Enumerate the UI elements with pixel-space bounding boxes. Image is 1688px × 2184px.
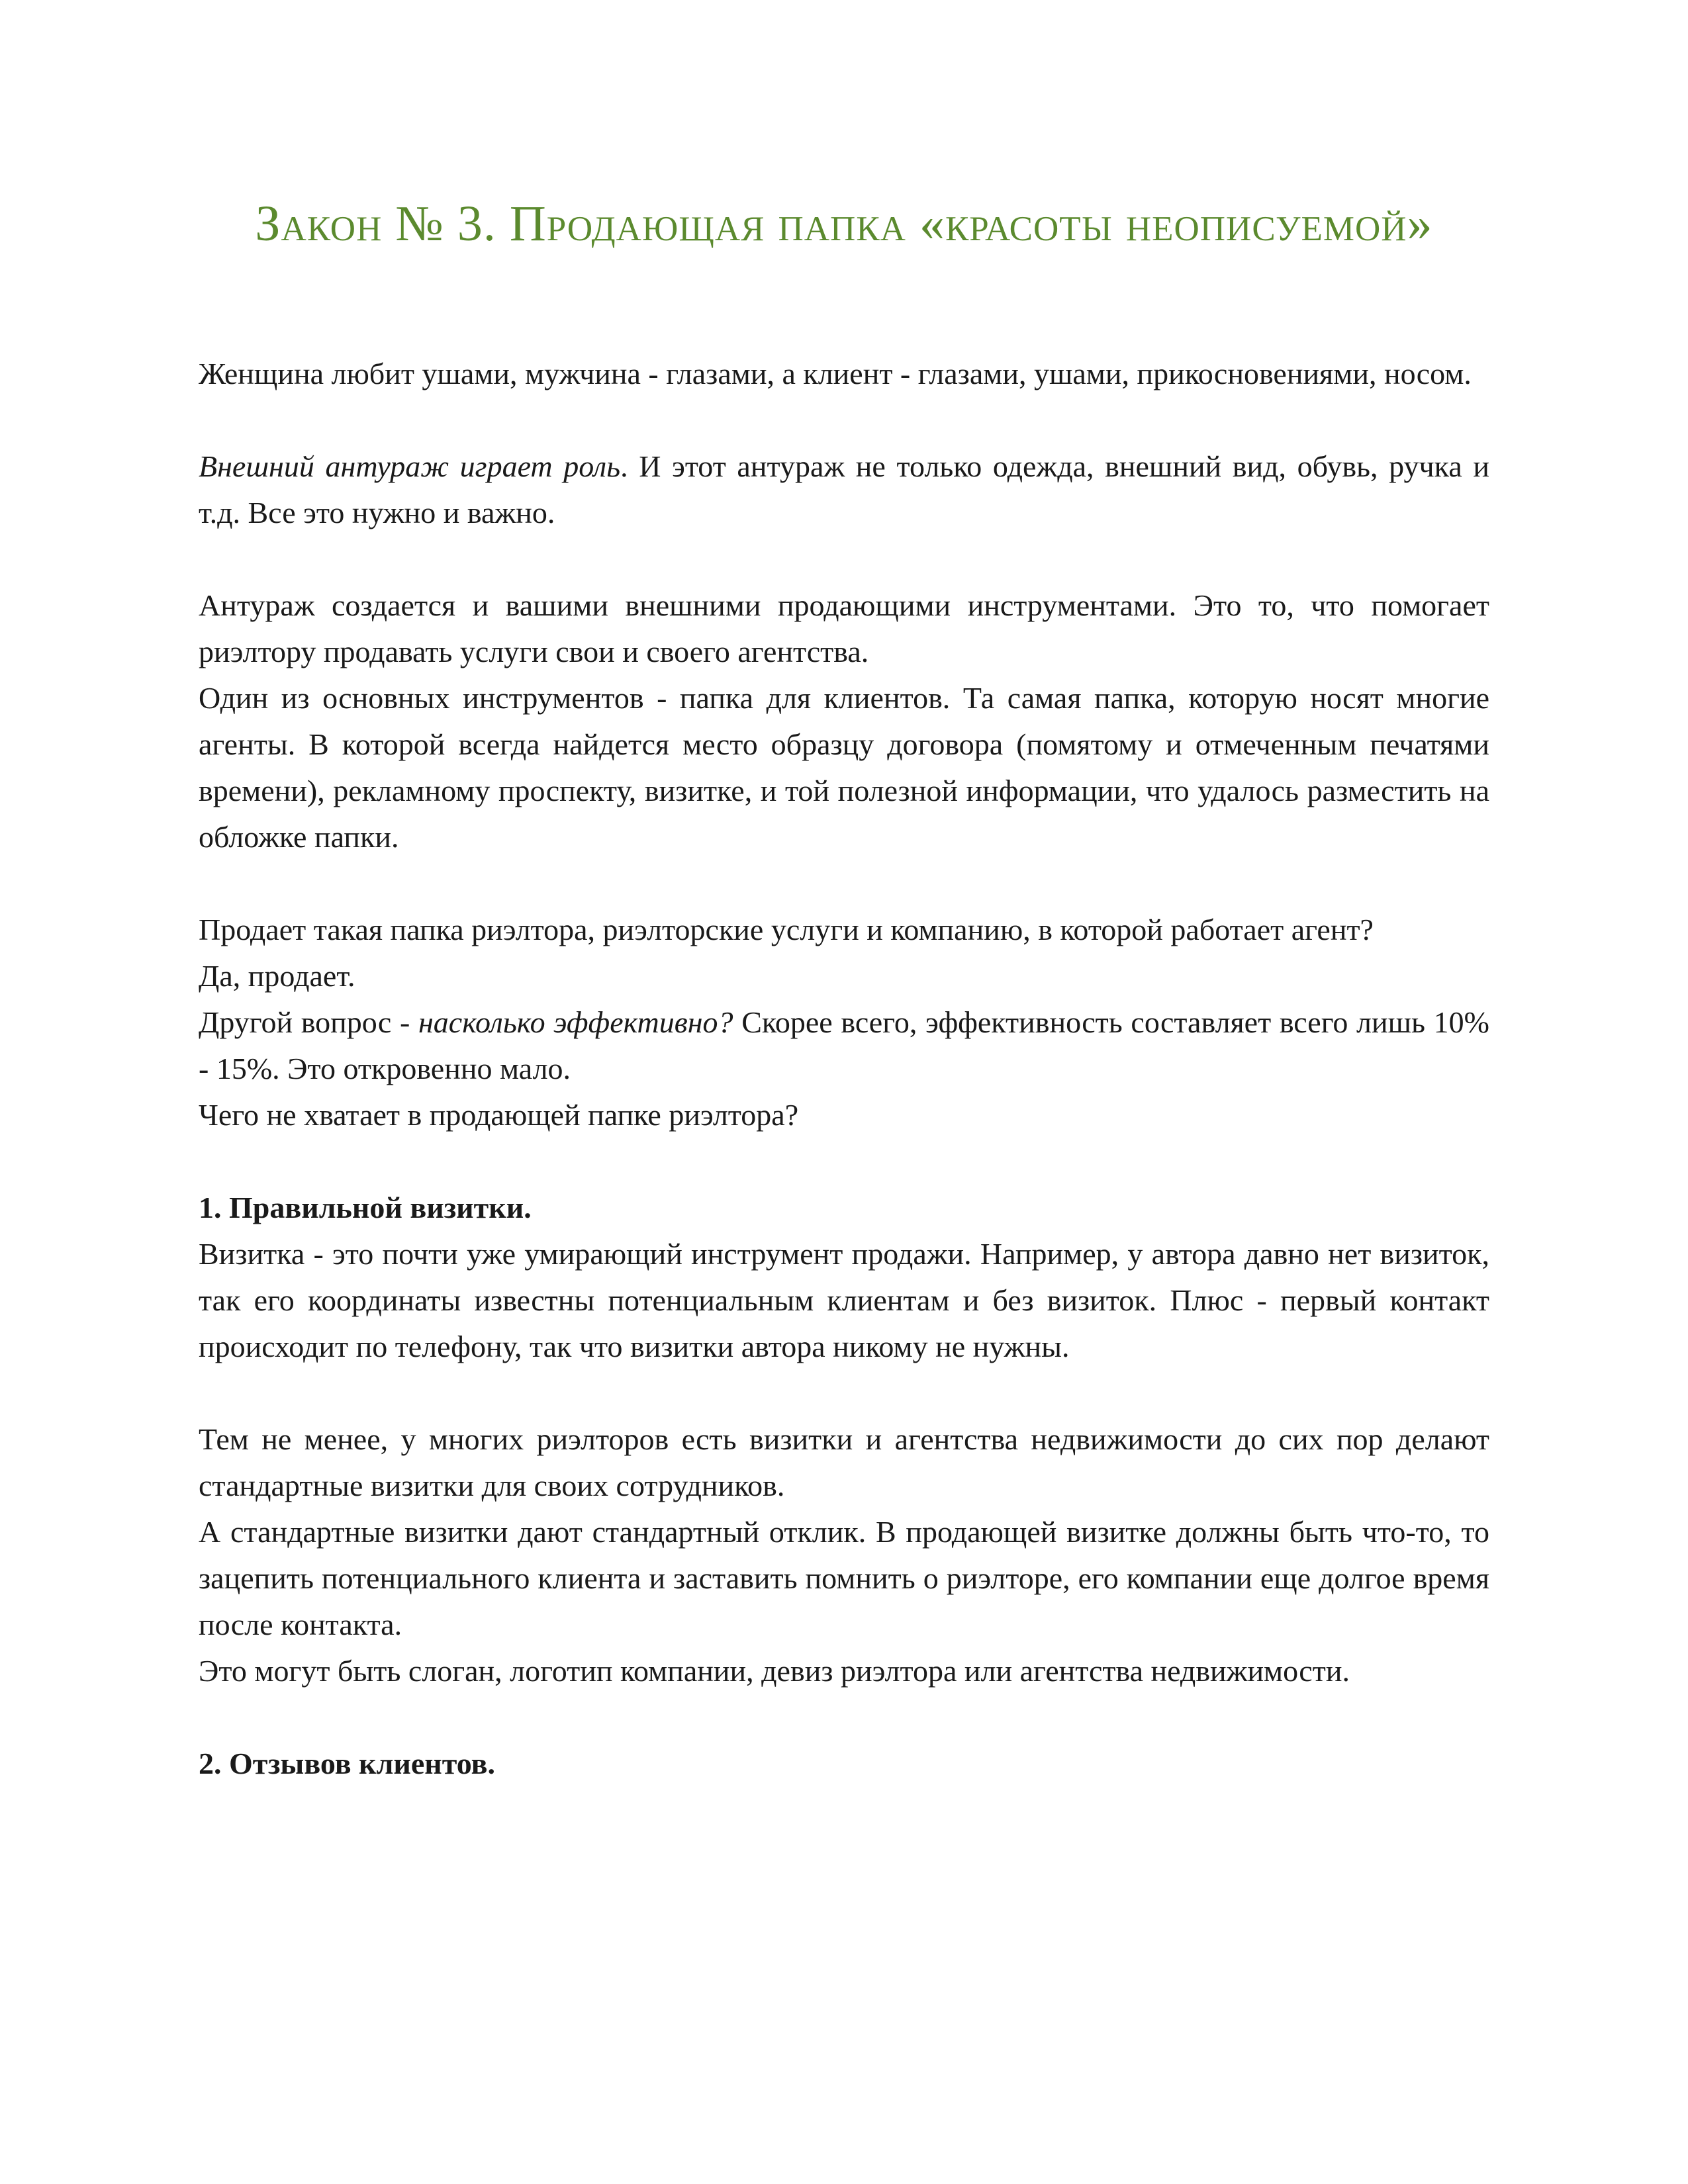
emphasis-text: насколько эффективно?: [418, 1005, 733, 1039]
spacer: [199, 1694, 1489, 1741]
paragraph-effectiveness: [199, 999, 1489, 1092]
document-body: [199, 351, 1489, 1787]
paragraph-slogan: Это могут быть слоган, логотип компании, девиз риэлтора или агентства недвижимости.: [199, 1654, 1350, 1688]
spacer: [199, 1370, 1489, 1416]
paragraph-text: Другой вопрос -: [199, 1005, 418, 1039]
spacer: [199, 1138, 1489, 1185]
paragraph-answer: Да, продает.: [199, 959, 355, 993]
section-heading-reviews: 2. Отзывов клиентов.: [199, 1747, 495, 1780]
page-title: Закон № 3. Продающая папка «красоты неописуемой»: [255, 196, 1433, 251]
emphasis-text: Внешний антураж играет роль: [199, 449, 621, 483]
spacer: [199, 397, 1489, 443]
paragraph-standard-response: А стандартные визитки дают стандартный отклик. В продающей визитке должны быть что-то, то зацепить потенциального клиента и заставить помнить о риэлторе, его компании еще долгое время после контакта.: [199, 1515, 1489, 1641]
paragraph-intro: Женщина любит ушами, мужчина - глазами, а клиент - глазами, ушами, прикосновениями, носом.: [199, 357, 1472, 390]
paragraph-question: Продает такая папка риэлтора, риэлторские услуги и компанию, в которой работает агент?: [199, 913, 1374, 946]
paragraph-text: . И этот антураж не только одежда, внешний вид, обувь, ручка и т.д. Все это нужно и важно.: [199, 449, 1489, 529]
section-heading-business-card: 1. Правильной визитки.: [199, 1191, 532, 1224]
spacer: [199, 536, 1489, 582]
paragraph-entourage: [199, 443, 1489, 536]
spacer: [199, 860, 1489, 907]
paragraph-missing: Чего не хватает в продающей папке риэлтора?: [199, 1098, 799, 1132]
paragraph-business-card: Визитка - это почти уже умирающий инструмент продажи. Например, у автора давно нет визиток, так его координаты известны потенциальным клиентам и без визиток. Плюс - первый контакт происходит по телефону, так что визитки автора никому не нужны.: [199, 1237, 1489, 1363]
paragraph-text: Скорее всего, эффективность составляет всего лишь 10% - 15%. Это откровенно мало.: [199, 1005, 1489, 1085]
paragraph-folder: Один из основных инструментов - папка для клиентов. Та самая папка, которую носят многие агенты. В которой всегда найдется место образцу договора (помятому и отмеченным печатями времени), рекламному проспекту, визитке, и той полезной информации, что удалось разместить на обложке папки.: [199, 681, 1489, 854]
paragraph-standard-cards: Тем не менее, у многих риэлторов есть визитки и агентства недвижимости до сих пор делают стандартные визитки для своих сотрудников.: [199, 1422, 1489, 1502]
paragraph-tools: Антураж создается и вашими внешними продающими инструментами. Это то, что помогает риэлтору продавать услуги свои и своего агентства.: [199, 588, 1489, 668]
